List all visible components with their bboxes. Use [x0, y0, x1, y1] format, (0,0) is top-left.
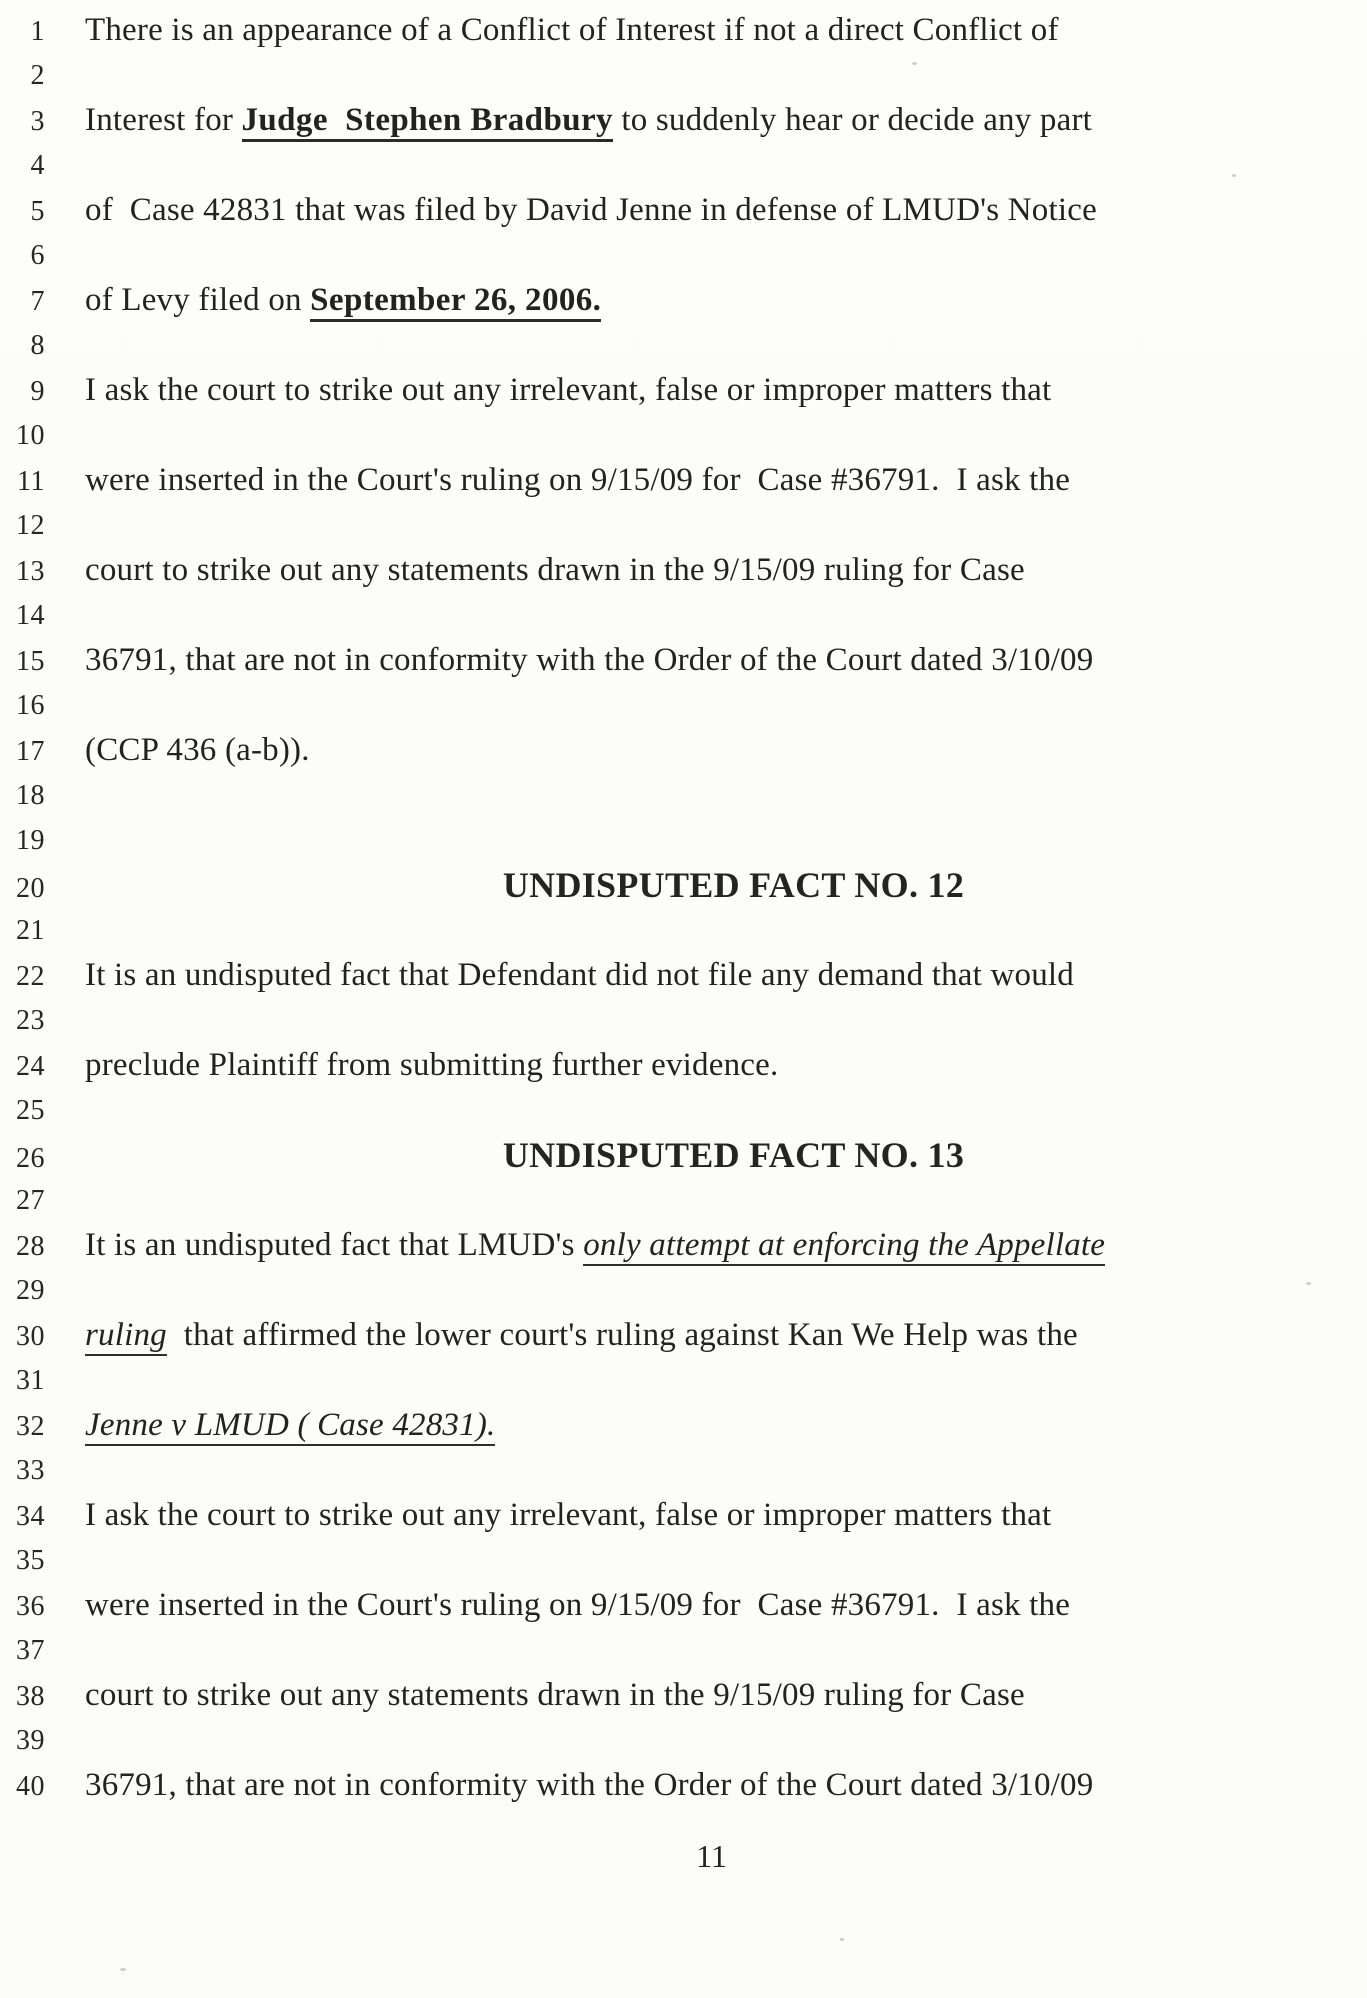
line-text [85, 458, 1312, 503]
line-number: 39 [16, 1725, 45, 1756]
line-number: 5 [30, 196, 45, 227]
document-line [0, 8, 1367, 53]
scan-speck [1232, 174, 1236, 177]
document-line [0, 908, 1367, 953]
document-line [0, 1583, 1367, 1628]
document-line [0, 953, 1367, 998]
line-number: 31 [16, 1365, 45, 1396]
line-number: 24 [16, 1051, 45, 1082]
document-line [0, 323, 1367, 368]
bold-underlined-text: September 26, 2006. [310, 282, 601, 322]
line-text [85, 1313, 1312, 1358]
line-number: 3 [30, 106, 45, 137]
line-number: 25 [16, 1095, 45, 1126]
text-run: were inserted in the Court's ruling on 9/15/09 for Case #36791. I ask the [85, 462, 1071, 498]
line-number: 23 [16, 1005, 45, 1036]
line-number: 12 [16, 510, 45, 541]
line-text [85, 1403, 1312, 1448]
section-heading [85, 863, 1312, 910]
document-line [0, 548, 1367, 593]
line-number: 34 [16, 1501, 45, 1532]
document-line [0, 1088, 1367, 1133]
document-line [0, 1358, 1367, 1403]
text-run: preclude Plaintiff from submitting further evidence. [85, 1047, 779, 1083]
document-line [0, 1673, 1367, 1718]
italic-underlined-text: only attempt at enforcing the Appellate [583, 1227, 1105, 1266]
text-run: It is an undisputed fact that Defendant did not file any demand that would [85, 957, 1074, 993]
document-line [0, 413, 1367, 458]
line-number: 2 [30, 60, 45, 91]
line-number: 29 [16, 1275, 45, 1306]
document-line [0, 998, 1367, 1043]
page-footer [0, 1838, 1367, 1875]
text-run: It is an undisputed fact that LMUD's [85, 1227, 584, 1263]
line-number: 20 [16, 873, 45, 904]
line-number: 40 [16, 1771, 45, 1802]
document-line [0, 1493, 1367, 1538]
document-line [0, 1538, 1367, 1583]
line-number: 10 [16, 420, 45, 451]
line-number: 21 [16, 915, 45, 946]
document-line [0, 818, 1367, 863]
line-number: 22 [16, 961, 45, 992]
scan-speck [1306, 1282, 1311, 1285]
document-line [0, 728, 1367, 773]
text-run: of Case 42831 that was filed by David Jenne in defense of LMUD's Notice [85, 192, 1097, 228]
text-run: (CCP 436 (a-b)). [85, 732, 310, 768]
line-number: 1 [30, 16, 45, 47]
line-text [85, 1223, 1312, 1268]
document-line [0, 863, 1367, 908]
document-line [0, 1223, 1367, 1268]
text-run: 36791, that are not in conformity with the Order of the Court dated 3/10/09 [85, 1767, 1094, 1803]
line-number: 38 [16, 1681, 45, 1712]
document-line [0, 1763, 1367, 1808]
line-number: 35 [16, 1545, 45, 1576]
text-run: court to strike out any statements drawn in the 9/15/09 ruling for Case [85, 552, 1025, 588]
document-line [0, 1448, 1367, 1493]
line-number: 13 [16, 556, 45, 587]
document-line [0, 1133, 1367, 1178]
text-run: 36791, that are not in conformity with the Order of the Court dated 3/10/09 [85, 642, 1094, 678]
line-number: 16 [16, 690, 45, 721]
line-text [85, 1673, 1312, 1718]
document-line [0, 143, 1367, 188]
line-text [85, 1763, 1312, 1808]
text-run: I ask the court to strike out any irrelevant, false or improper matters that [85, 372, 1052, 408]
page-number: 11 [696, 1838, 727, 1874]
bold-underlined-text: Judge Stephen Bradbury [242, 102, 613, 142]
line-text [85, 548, 1312, 593]
line-number: 8 [30, 330, 45, 361]
document-line [0, 593, 1367, 638]
document-line [0, 368, 1367, 413]
document-line [0, 638, 1367, 683]
text-run: I ask the court to strike out any irrelevant, false or improper matters that [85, 1497, 1052, 1533]
pleading-body [0, 8, 1367, 1808]
line-text [85, 188, 1312, 233]
line-number: 27 [16, 1185, 45, 1216]
line-text [85, 98, 1312, 143]
line-text [85, 1583, 1312, 1628]
document-line [0, 278, 1367, 323]
line-text [85, 728, 1312, 773]
line-number: 11 [17, 466, 45, 497]
document-line [0, 1178, 1367, 1223]
line-number: 36 [16, 1591, 45, 1622]
document-line [0, 1043, 1367, 1088]
text-run: Interest for [85, 102, 242, 138]
scan-speck [912, 62, 917, 65]
line-number: 4 [30, 150, 45, 181]
line-number: 19 [16, 825, 45, 856]
document-line [0, 1268, 1367, 1313]
text-run: to suddenly hear or decide any part [612, 102, 1093, 138]
line-number: 30 [16, 1321, 45, 1352]
line-text [85, 278, 1312, 323]
line-text [85, 953, 1312, 998]
heading-text: UNDISPUTED FACT NO. 13 [502, 1135, 965, 1175]
line-number: 26 [16, 1143, 45, 1174]
document-line [0, 53, 1367, 98]
text-run: There is an appearance of a Conflict of Interest if not a direct Conflict of [85, 12, 1059, 48]
line-number: 17 [16, 736, 45, 767]
line-number: 9 [30, 376, 45, 407]
document-line [0, 773, 1367, 818]
section-heading [85, 1133, 1312, 1180]
document-line [0, 1313, 1367, 1358]
line-number: 6 [30, 240, 45, 271]
text-run: of Levy filed on [85, 282, 311, 318]
line-number: 32 [16, 1411, 45, 1442]
text-run: were inserted in the Court's ruling on 9/15/09 for Case #36791. I ask the [85, 1587, 1071, 1623]
italic-underlined-text: Jenne v LMUD ( Case 42831). [85, 1407, 495, 1446]
document-line [0, 458, 1367, 503]
italic-underlined-text: ruling [85, 1317, 167, 1356]
line-number: 28 [16, 1231, 45, 1262]
line-text [85, 1043, 1312, 1088]
scan-speck [120, 1968, 126, 1971]
line-text [85, 1493, 1312, 1538]
document-line [0, 1718, 1367, 1763]
document-line [0, 683, 1367, 728]
text-run: that affirmed the lower court's ruling against Kan We Help was the [166, 1317, 1078, 1353]
scan-speck [840, 1938, 844, 1941]
document-line [0, 188, 1367, 233]
document-line [0, 1403, 1367, 1448]
line-number: 18 [16, 780, 45, 811]
document-line [0, 98, 1367, 143]
line-text [85, 368, 1312, 413]
heading-text: UNDISPUTED FACT NO. 12 [502, 865, 965, 905]
text-run: court to strike out any statements drawn in the 9/15/09 ruling for Case [85, 1677, 1025, 1713]
document-line [0, 1628, 1367, 1673]
line-number: 37 [16, 1635, 45, 1666]
document-line [0, 233, 1367, 278]
line-number: 14 [16, 600, 45, 631]
line-number: 15 [16, 646, 45, 677]
line-text [85, 8, 1312, 53]
line-number: 33 [16, 1455, 45, 1486]
line-text [85, 638, 1312, 683]
line-number: 7 [30, 286, 45, 317]
document-line [0, 503, 1367, 548]
